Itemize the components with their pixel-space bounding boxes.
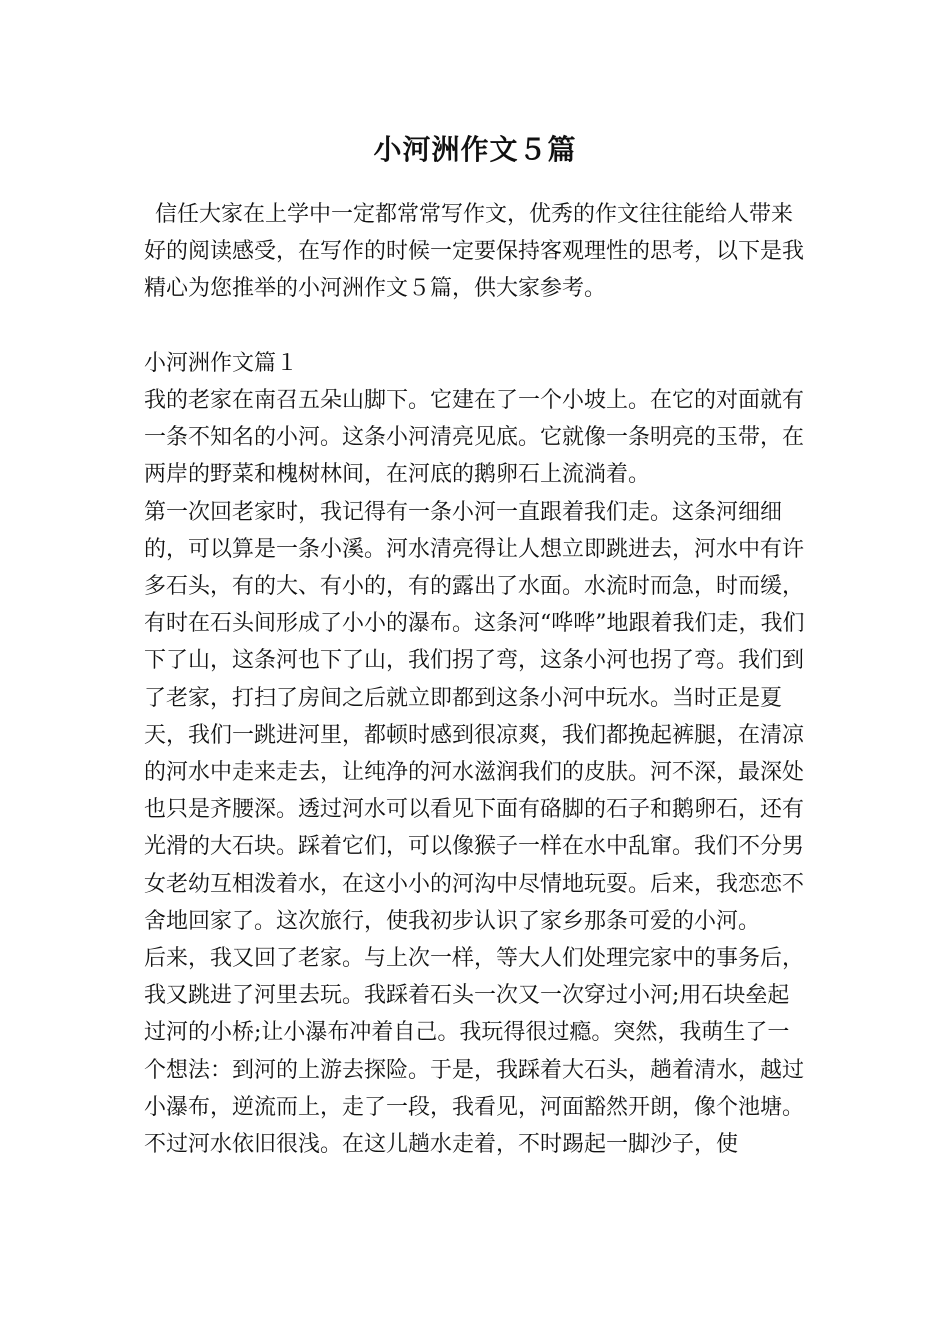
body-paragraph-1: 我的老家在南召五朵山脚下。它建在了一个小坡上。在它的对面就有一条不知名的小河。这条小河清亮见底。它就像一条明亮的玉带，在两岸的野菜和槐树林间，在河底的鹅卵石上流淌着。 bbox=[144, 388, 805, 488]
body-paragraph-2: 第一次回老家时，我记得有一条小河一直跟着我们走。这条河细细的，可以算是一条小溪。河水清亮得让人想立即跳进去，河水中有许多石头，有的大、有小的，有的露出了水面。水流时而急，时而缓，有时在石头间形成了小小的瀑布。这条河“哗哗”地跟着我们走，我们下了山，这条河也下了山，我们拐了弯，这条小河也拐了弯。我们到了老家，打扫了房间之后就立即都到这条小河中玩水。当时正是夏天，我们一跳进河里，都顿时感到很凉爽，我们都挽起裤腿，在清凉的河水中走来走去，让纯净的河水滋润我们的皮肤。河不深，最深处也只是齐腰深。透过河水可以看见下面有硌脚的石子和鹅卵石，还有光滑的大石块。踩着它们，可以像猴子一样在水中乱窜。我们不分男女老幼互相泼着水，在这小小的河沟中尽情地玩耍。后来，我恋恋不舍地回家了。这次旅行，使我初步认识了家乡那条可爱的小河。 bbox=[144, 499, 805, 934]
body-paragraph-3: 后来，我又回了老家。与上次一样，等大人们处理完家中的事务后，我又跳进了河里去玩。我踩着石头一次又一次穿过小河;用石块垒起过河的小桥;让小瀑布冲着自己。我玩得很过瘾。突然，我萌生了一个想法：到河的上游去探险。于是，我踩着大石头，趟着清水，越过小瀑布，逆流而上，走了一段，我看见，河面豁然开朗，像个池塘。不过河水依旧很浅。在这儿趟水走着，不时踢起一脚沙子，使 bbox=[144, 946, 805, 1158]
document-body bbox=[144, 196, 806, 1163]
section-heading: 小河洲作文篇１ bbox=[144, 350, 299, 376]
document-title: 小河洲作文５篇 bbox=[373, 133, 577, 166]
paragraph-gap bbox=[144, 308, 806, 345]
intro-paragraph: 信任大家在上学中一定都常常写作文，优秀的作文往往能给人带来好的阅读感受，在写作的时候一定要保持客观理性的思考，以下是我精心为您推举的小河洲作文５篇，供大家参考。 bbox=[144, 202, 805, 302]
